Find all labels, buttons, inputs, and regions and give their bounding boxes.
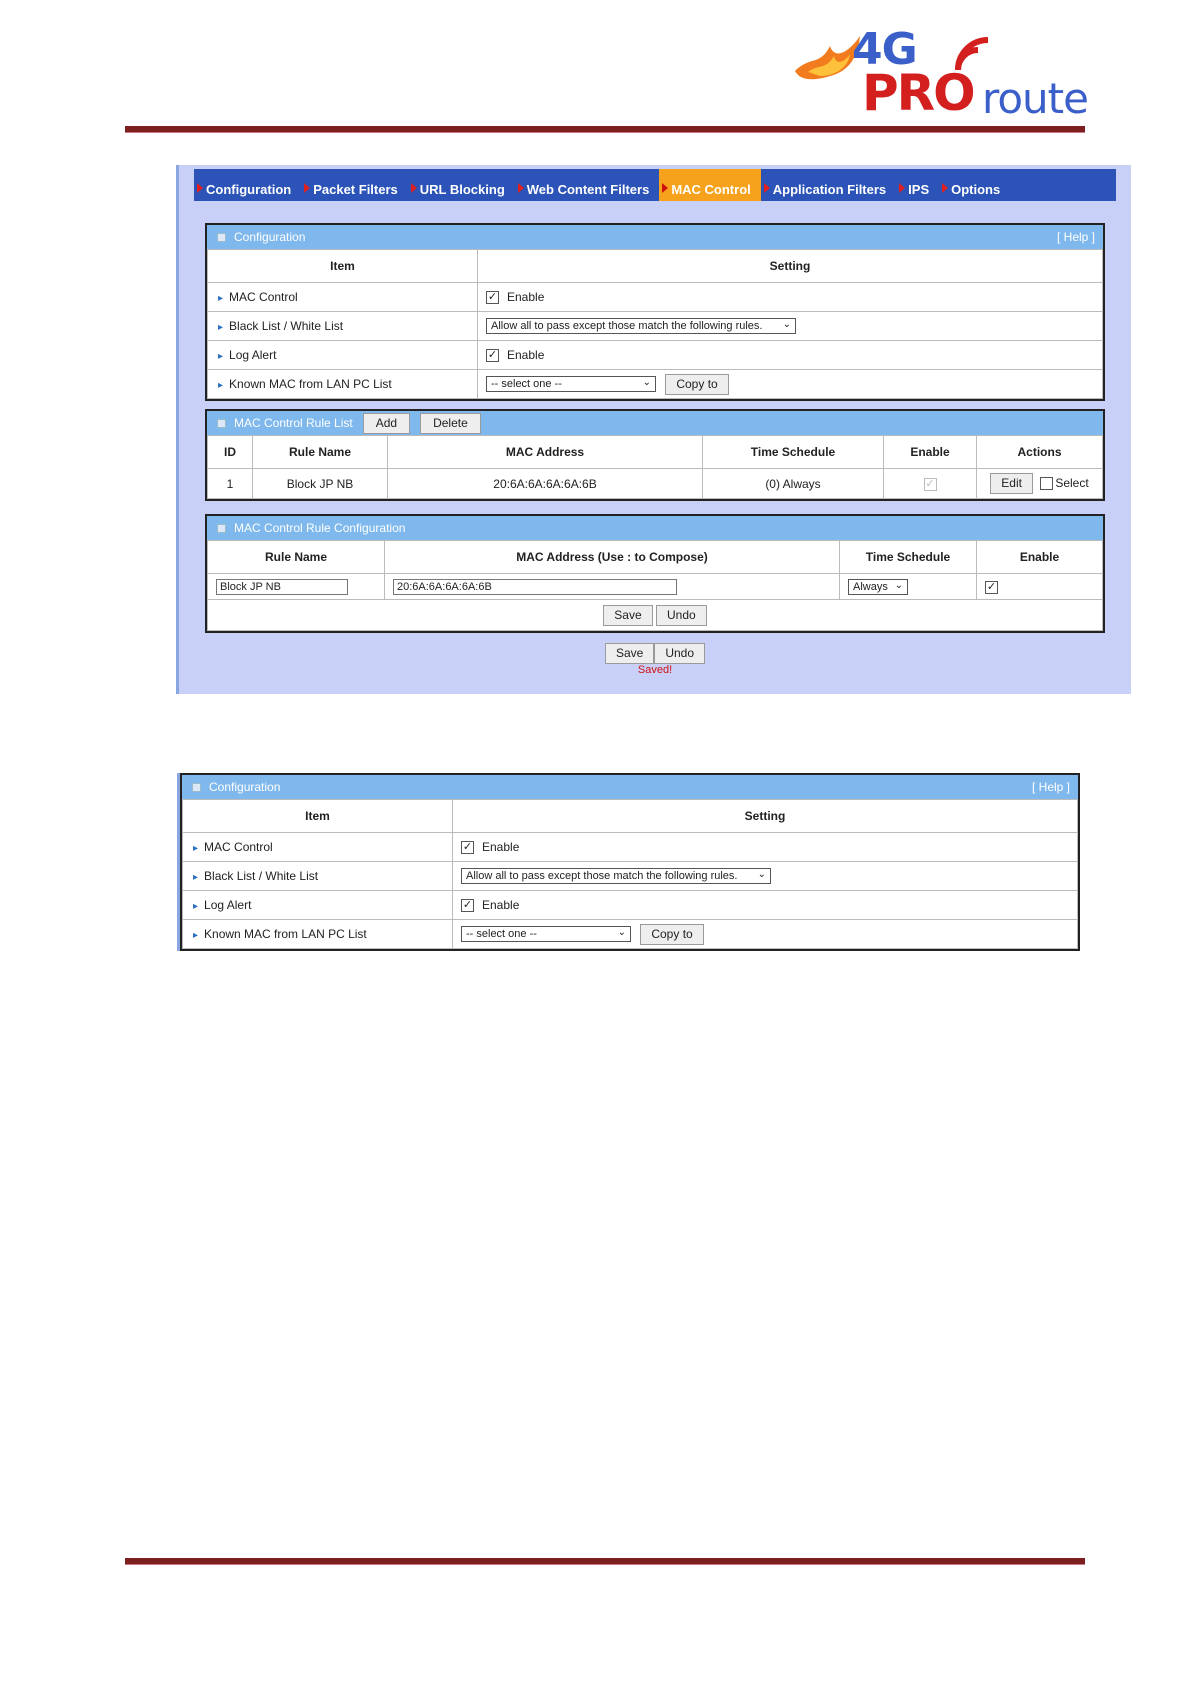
col-id: ID bbox=[208, 436, 253, 469]
col-mac-address: MAC Address (Use : to Compose) bbox=[385, 541, 840, 574]
configuration-section-2 bbox=[180, 773, 1080, 951]
row-label-known-mac: ▸ Known MAC from LAN PC List bbox=[208, 370, 478, 399]
tab-application-filters[interactable]: Application Filters bbox=[761, 169, 896, 201]
col-time-schedule: Time Schedule bbox=[840, 541, 977, 574]
footer-divider bbox=[125, 1558, 1085, 1565]
row-label-log-alert: ▸ Log Alert bbox=[183, 891, 453, 920]
section-header bbox=[207, 225, 1103, 249]
chevron-down-icon: ⌄ bbox=[782, 319, 791, 330]
tab-options[interactable]: Options bbox=[939, 169, 1010, 201]
configuration-section bbox=[205, 223, 1105, 401]
schedule-select[interactable]: Always ⌄ bbox=[848, 579, 908, 595]
col-enable: Enable bbox=[977, 541, 1103, 574]
help-link[interactable]: [ Help ] bbox=[1031, 780, 1070, 794]
rule-config-table bbox=[207, 540, 1103, 631]
copy-to-button[interactable]: Copy to bbox=[665, 374, 728, 395]
col-rule-name: Rule Name bbox=[208, 541, 385, 574]
row-label-log-alert: ▸ Log Alert bbox=[208, 341, 478, 370]
chevron-down-icon: ⌄ bbox=[757, 869, 766, 880]
tab-bar bbox=[194, 169, 1116, 201]
save-status: Saved! bbox=[637, 664, 673, 676]
copy-to-button[interactable]: Copy to bbox=[640, 924, 703, 945]
delete-rule-button[interactable]: Delete bbox=[420, 413, 481, 434]
section-bullet-icon bbox=[217, 419, 226, 428]
rule-enable-checkbox[interactable] bbox=[985, 581, 998, 594]
page-save-button[interactable]: Save bbox=[605, 643, 654, 664]
enable-label: Enable bbox=[507, 289, 545, 304]
col-enable: Enable bbox=[884, 436, 977, 469]
brand-logo bbox=[790, 20, 1088, 123]
rule-enabled-checkbox bbox=[924, 478, 937, 491]
log-alert-checkbox[interactable] bbox=[486, 349, 499, 362]
rule-schedule: (0) Always bbox=[703, 469, 884, 499]
select-label: Select bbox=[1055, 476, 1089, 490]
col-setting: Setting bbox=[453, 800, 1078, 833]
edit-rule-button[interactable]: Edit bbox=[990, 473, 1033, 494]
logo-route: route bbox=[982, 74, 1088, 123]
row-label-mac-control: ▸ MAC Control bbox=[183, 833, 453, 862]
header-divider bbox=[125, 126, 1085, 133]
rule-list-table bbox=[207, 435, 1103, 499]
col-time-schedule: Time Schedule bbox=[703, 436, 884, 469]
rule-name: Block JP NB bbox=[253, 469, 388, 499]
known-mac-select[interactable]: -- select one -- ⌄ bbox=[486, 376, 656, 392]
row-label-mac-control: ▸ MAC Control bbox=[208, 283, 478, 312]
rule-list-section bbox=[205, 409, 1105, 501]
add-rule-button[interactable]: Add bbox=[363, 413, 410, 434]
mac-control-checkbox[interactable] bbox=[486, 291, 499, 304]
config-table bbox=[207, 249, 1103, 399]
col-actions: Actions bbox=[977, 436, 1103, 469]
page-actions bbox=[179, 643, 1131, 676]
col-setting: Setting bbox=[478, 250, 1103, 283]
config-screenshot-2 bbox=[177, 773, 1084, 951]
col-item: Item bbox=[208, 250, 478, 283]
row-label-bw-list: ▸ Black List / White List bbox=[208, 312, 478, 341]
rule-list-header bbox=[207, 411, 1103, 435]
section-title: Configuration bbox=[234, 230, 306, 244]
table-row bbox=[208, 469, 1103, 499]
section-bullet-icon bbox=[192, 783, 201, 792]
tab-packet-filters[interactable]: Packet Filters bbox=[301, 169, 408, 201]
rule-save-button[interactable]: Save bbox=[603, 605, 652, 626]
bw-list-select[interactable]: Allow all to pass except those match the following rules. ⌄ bbox=[486, 318, 796, 334]
tab-mac-control[interactable]: MAC Control bbox=[659, 169, 760, 201]
rule-config-title: MAC Control Rule Configuration bbox=[234, 521, 406, 535]
log-alert-checkbox[interactable] bbox=[461, 899, 474, 912]
select-rule-checkbox[interactable] bbox=[1040, 477, 1053, 490]
row-label-known-mac: ▸ Known MAC from LAN PC List bbox=[183, 920, 453, 949]
rule-name-input[interactable]: Block JP NB bbox=[216, 579, 348, 595]
section-bullet-icon bbox=[217, 524, 226, 533]
tab-url-blocking[interactable]: URL Blocking bbox=[408, 169, 515, 201]
col-item: Item bbox=[183, 800, 453, 833]
row-label-bw-list: ▸ Black List / White List bbox=[183, 862, 453, 891]
logo-pro: PRO bbox=[862, 64, 974, 122]
page-undo-button[interactable]: Undo bbox=[654, 643, 705, 664]
col-rule-name: Rule Name bbox=[253, 436, 388, 469]
tab-web-content-filters[interactable]: Web Content Filters bbox=[515, 169, 660, 201]
section-bullet-icon bbox=[217, 233, 226, 242]
enable-label: Enable bbox=[482, 839, 520, 854]
mac-address-input[interactable]: 20:6A:6A:6A:6A:6B bbox=[393, 579, 677, 595]
rule-undo-button[interactable]: Undo bbox=[656, 605, 707, 626]
config-table bbox=[182, 799, 1078, 949]
bw-list-select[interactable]: Allow all to pass except those match the following rules. ⌄ bbox=[461, 868, 771, 884]
mac-control-checkbox[interactable] bbox=[461, 841, 474, 854]
enable-label: Enable bbox=[482, 897, 520, 912]
section-header bbox=[182, 775, 1078, 799]
enable-label: Enable bbox=[507, 347, 545, 362]
chevron-down-icon: ⌄ bbox=[642, 377, 651, 389]
tab-ips[interactable]: IPS bbox=[896, 169, 939, 201]
chevron-down-icon: ⌄ bbox=[617, 927, 626, 939]
rule-config-section bbox=[205, 514, 1105, 633]
help-link[interactable]: [ Help ] bbox=[1056, 230, 1095, 244]
logo-4g: 4G bbox=[852, 24, 917, 75]
known-mac-select[interactable]: -- select one -- ⌄ bbox=[461, 926, 631, 942]
rule-id: 1 bbox=[208, 469, 253, 499]
router-panel bbox=[176, 165, 1131, 694]
rule-list-title: MAC Control Rule List bbox=[234, 416, 353, 430]
chevron-down-icon: ⌄ bbox=[894, 579, 903, 591]
rule-config-header bbox=[207, 516, 1103, 540]
rule-mac: 20:6A:6A:6A:6A:6B bbox=[388, 469, 703, 499]
section-title: Configuration bbox=[209, 780, 281, 794]
tab-configuration[interactable]: Configuration bbox=[194, 169, 301, 201]
col-mac-address: MAC Address bbox=[388, 436, 703, 469]
